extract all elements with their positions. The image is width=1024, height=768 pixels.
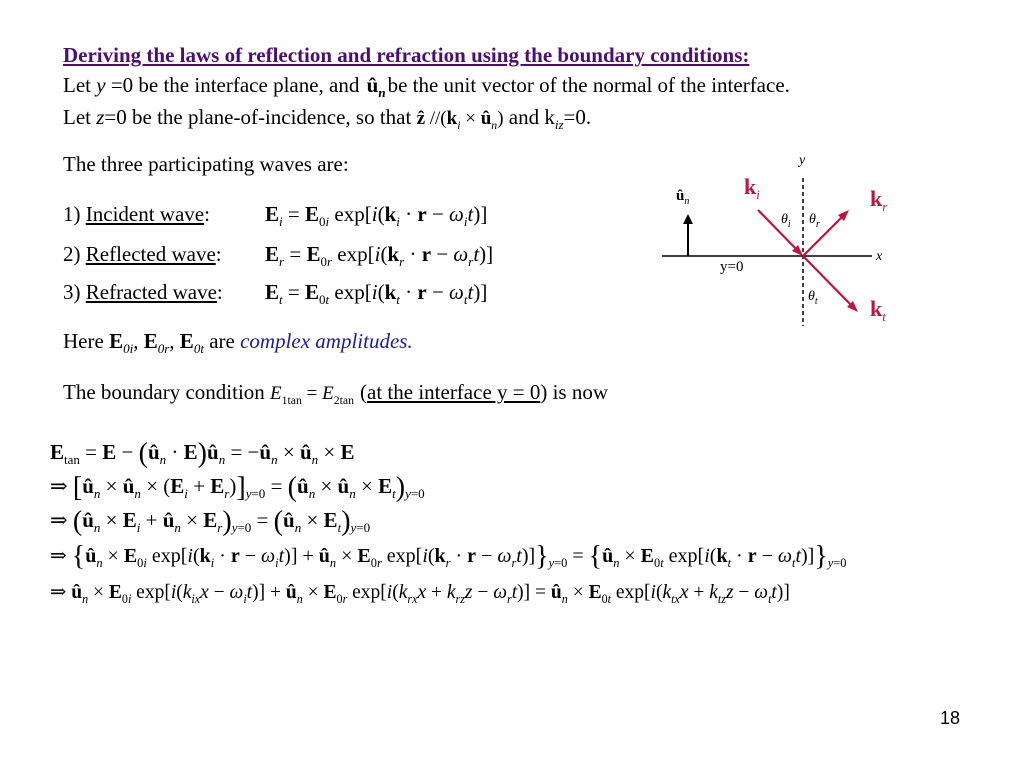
- interface-label: y=0: [720, 259, 744, 275]
- y-axis-label: y: [799, 153, 806, 168]
- wave-label-incident: 1) Incident wave:: [63, 202, 210, 226]
- incident-wave-vector: [758, 210, 800, 253]
- reflection-refraction-diagram: [650, 150, 940, 340]
- theta-i-label: $\theta_i$: [781, 212, 791, 230]
- theta-t-label: $\theta_t$: [808, 289, 818, 307]
- complex-amplitudes-note: Here $E_{0i}$, $E_{0r}$, $E_{0t}$ are complex amplitudes.: [63, 329, 413, 357]
- slide-heading: Deriving the laws of reflection and refraction using the boundary conditions:: [63, 43, 750, 67]
- incident-wave-equation: $E_i = E_{0i}$ $\exp[i(k_i \cdot r - \omega_it)]$: [265, 202, 488, 230]
- ki-label: $k_i$: [744, 174, 760, 202]
- derivation-step-3: ⇒ ($û_n \times E_i$ + $û_n \times E_r)_{y=0}$ = $(û_n \times E_t)_{y=0}$: [50, 506, 371, 537]
- waves-intro: The three participating waves are:: [63, 152, 349, 176]
- wave-label-refracted: 3) Refracted wave:: [63, 280, 223, 304]
- derivation-step-1: $E_{tan} = E$ − ($û_n$ · $E)û_n$ = $-û_n$ × $û_n \times E$: [50, 438, 355, 469]
- theta-r-label: $\theta_r$: [809, 212, 820, 230]
- x-axis-label: x: [876, 249, 883, 264]
- boundary-condition-line: The boundary condition $E_{1tan} = E_{2tan}$ (at the interface y = 0) is now: [63, 380, 609, 407]
- plane-of-incidence-definition: Let z=0 be the plane-of-incidence, so that ẑ $//(k_i$ × $û_n$) and $k_{iz}=0$.: [63, 105, 592, 133]
- normal-arrowhead-icon: [683, 214, 693, 224]
- interface-definition: Let y =0 be the interface plane, and $û_nbe$ the unit vector of the normal of the interface.: [63, 73, 790, 101]
- page-number: 18: [940, 708, 961, 728]
- wave-label-reflected: 2) Reflected wave:: [63, 242, 222, 266]
- kt-label: $k_t$: [870, 296, 886, 324]
- derivation-step-2: ⇒ [$û_n$ × $û_n \times (E_i + E_r)]_{y=0}$ = ($û_n$ × $û_n \times E_t)_{y=0}$: [50, 472, 425, 503]
- reflected-wave-equation: $E_r = E_{0r}$ $\exp[i(k_r \cdot r - \omega_rt)]$: [265, 242, 494, 270]
- derivation-step-5: ⇒ $û_n \times E_{0i}$ $\exp[i(k_{ix}x - \omega_it)]$ + $û_n \times E_{0r}$ $\exp[i(k_{rx}x + k_{rz}z - \omega_rt)]$ = $û_n \times E_{0t}$ $\exp[i(k_{tx}x + k_{tz}z - \omega_tt)]$: [50, 582, 790, 606]
- refracted-wave-equation: $E_t = E_{0t}$ $\exp[i(k_t \cdot r - \omega_tt)]$: [265, 280, 488, 308]
- derivation-step-4: ⇒ {$û_n \times E_{0i}$ $\exp[i(k_i \cdot r - \omega_it)]$ + $û_n \times E_{0r}$ $\exp[i(k_r \cdot r - \omega_rt)]\}_{y=0}$ = {$û_n \times E_{0t}$ $\exp[i(k_t \cdot r - \omega_tt)]\}_{y=0}$: [50, 541, 847, 572]
- kr-label: $k_r$: [870, 186, 888, 214]
- unit-normal-label: $û_n$: [676, 188, 690, 207]
